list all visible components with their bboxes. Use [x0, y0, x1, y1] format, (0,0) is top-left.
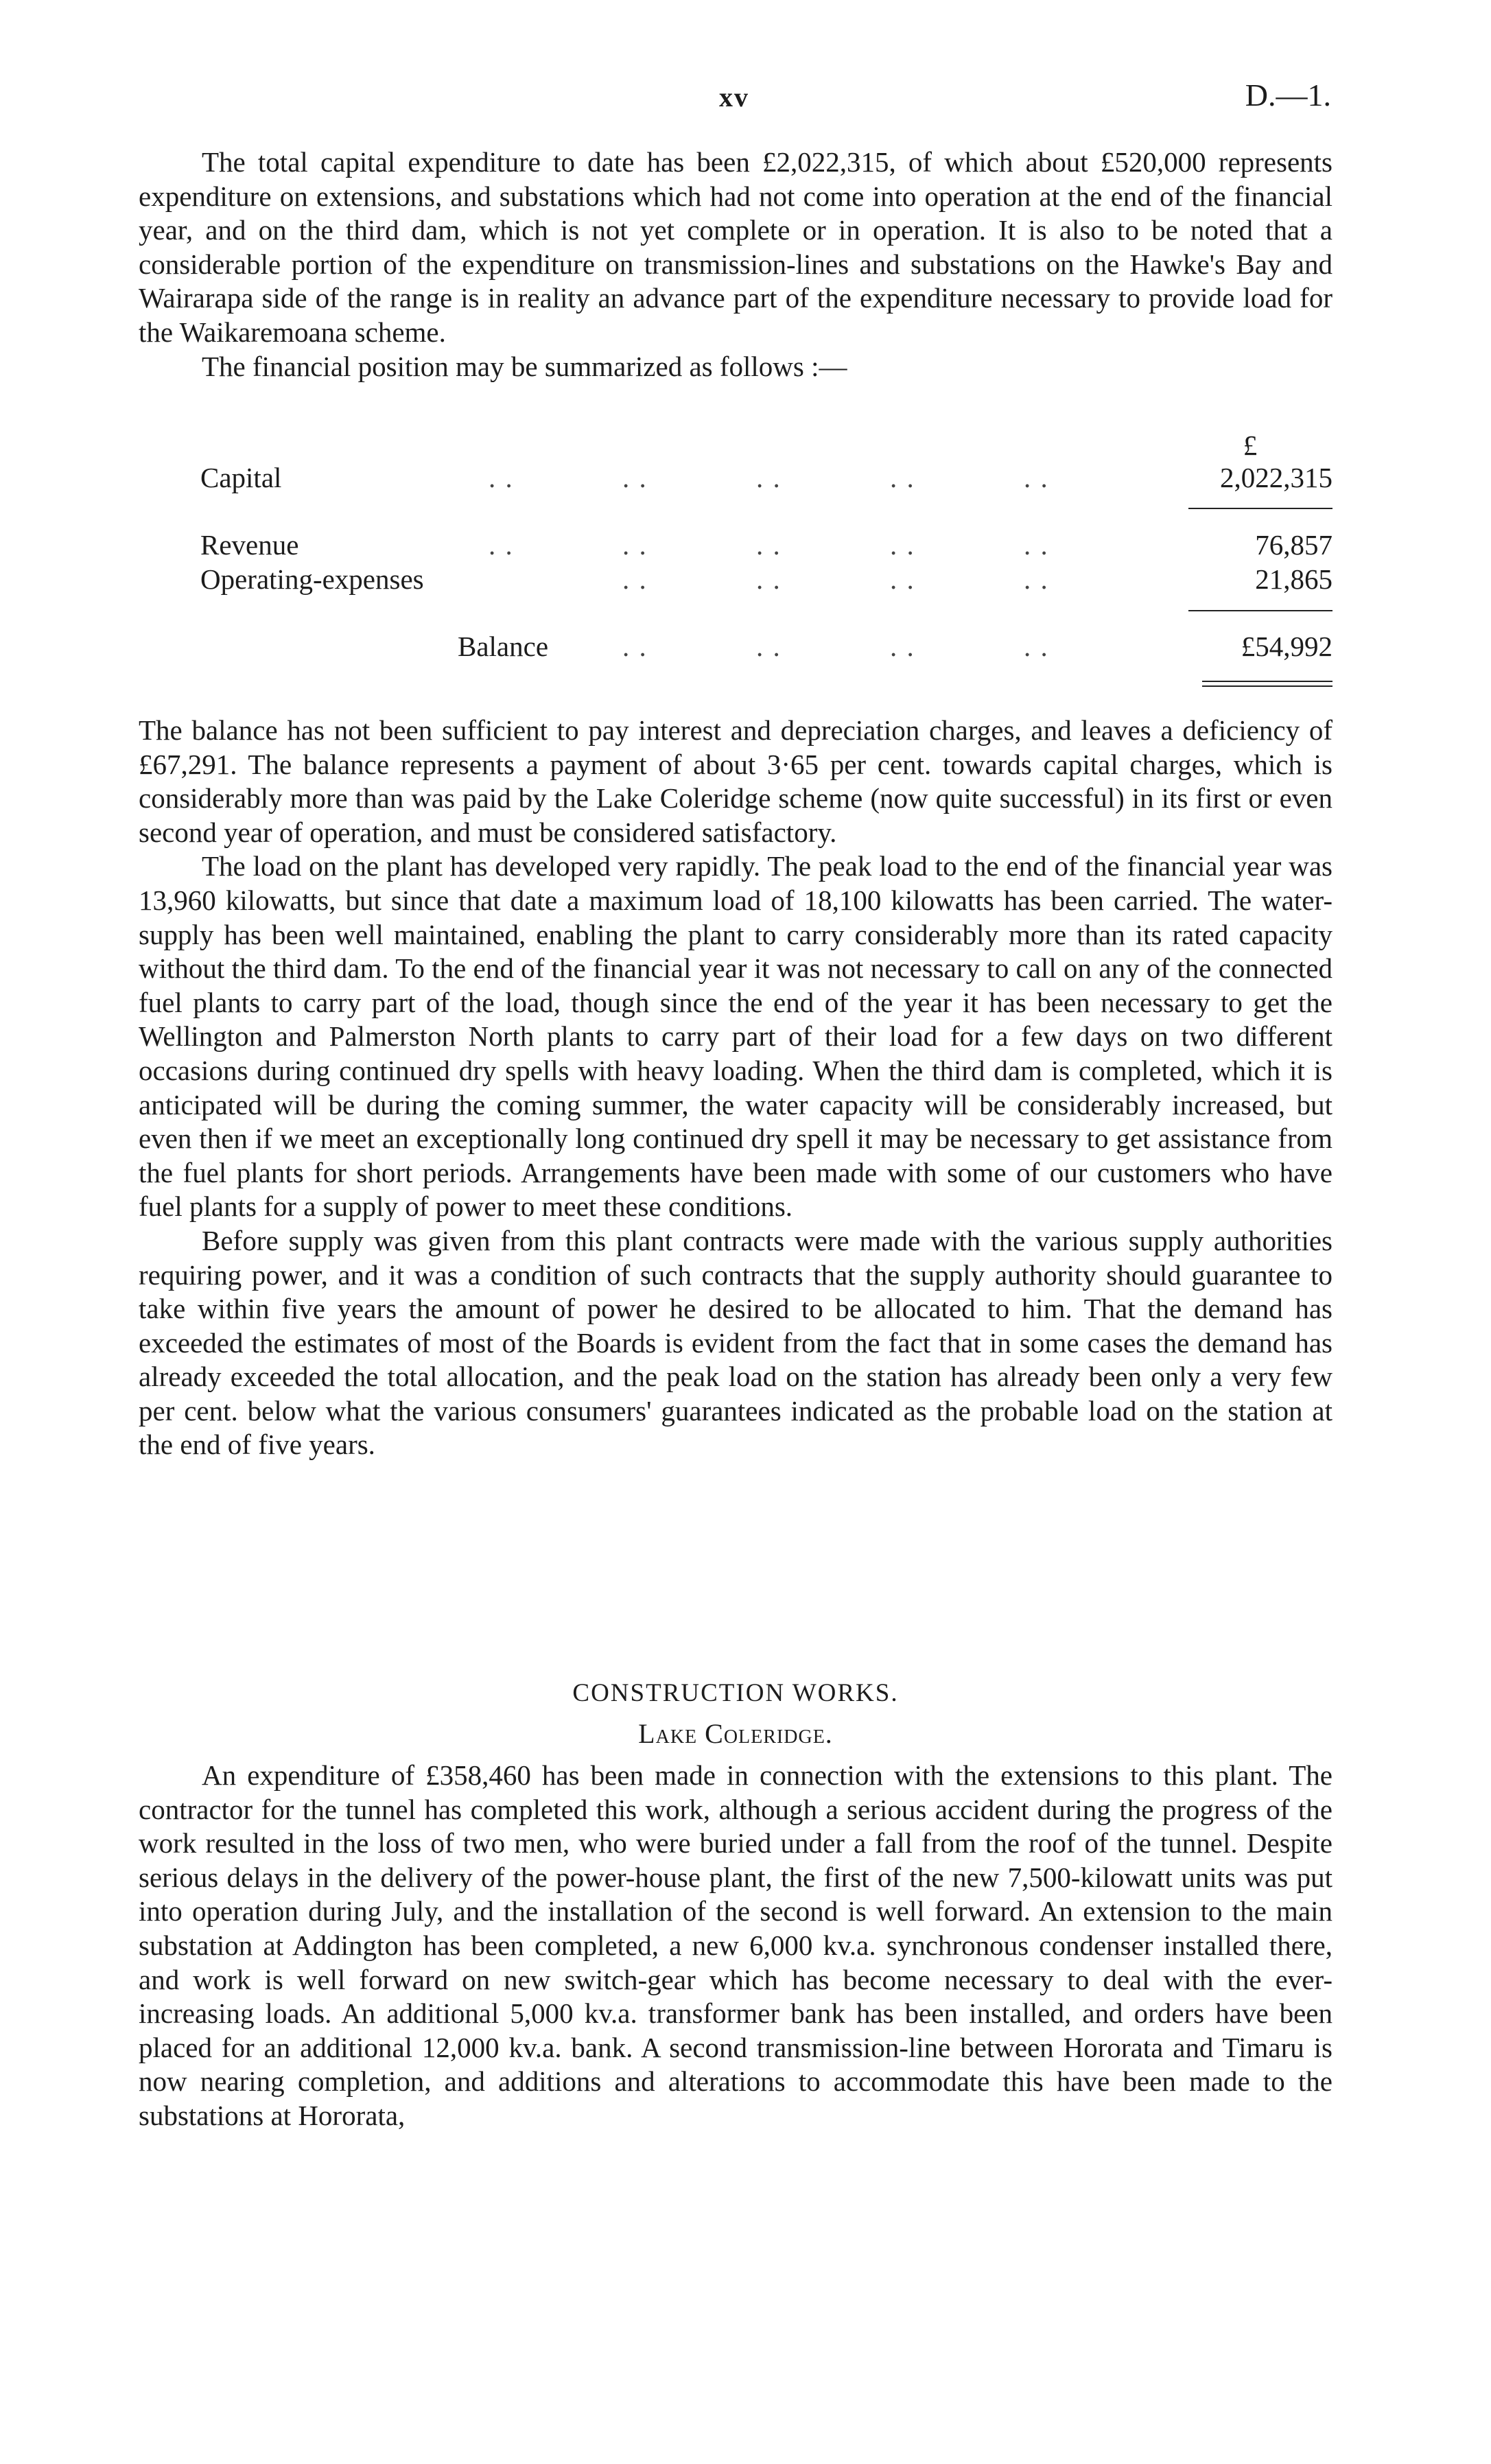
- leader-dots: . . . . . . . . . .: [489, 462, 1049, 493]
- summary-label: Revenue: [200, 529, 299, 561]
- paragraph-load: The load on the plant has developed very rapidly. The peak load to the end of the financial year was 13,960 kilowatts, but since that date a maximum load of 18,100 kilowatts has been carried. The water-supply has been well maintained, enabling the plant to carry considerably more than its rated capacity without the third dam. To the end of the financial year it was not necessary to call on any of the connected fuel plants to carry part of the load, though since the end of the year it has been necessary to get the Wellington and Palmerston North plants to carry part of their load for a few days on two different occasions during continued dry spells with heavy loading. When the third dam is completed, which it is anticipated will be during the coming summer, the water capacity will be considerably increased, but even then if we meet an exceptionally long continued dry spell it may be necessary to get assistance from the fuel plants for short periods. Arrangements have been made with some of our customers who have fuel plants for a supply of power to meet these conditions.: [139, 850, 1332, 1223]
- paragraph-supply-contracts: Before supply was given from this plant contracts were made with the various supply authorities requiring power, and it was a condition of such contracts that the supply authority should guarantee to take within five years the amount of power he desired to be allocated to him. That the demand has exceeded the estimates of most of the Boards is evident from the fact that in some cases the demand has already exceeded the total allocation, and the peak load on the station has already been only a very few per cent. below what the various consumers' guarantees indicated as the probable load on the station at the end of five years.: [139, 1224, 1332, 1461]
- summary-row-revenue: [139, 528, 1332, 563]
- page-number: xv: [719, 82, 749, 113]
- paragraph-balance: The balance has not been sufficient to pay interest and depreciation charges, and leaves a deficiency of £67,291. The balance represents a payment of about 3·65 per cent. towards capital charges, which is considerably more than was paid by the Lake Coleridge scheme (now quite successful) in its first or even second year of operation, and must be considered satisfactory.: [139, 714, 1332, 848]
- body-text: [139, 714, 1332, 1462]
- leader-dots: . . . . . . . .: [622, 631, 1049, 662]
- paragraph-summary-intro: The financial position may be summarized as follows :—: [202, 350, 847, 382]
- lake-coleridge-text: [139, 1759, 1332, 2133]
- rule-line: [1188, 610, 1332, 611]
- paragraph-capital-expenditure: The total capital expenditure to date has been £2,022,315, of which about £520,000 represents expenditure on extensions, and substations which had not come into operation at the end of the financial year, and on the third dam, which is not yet complete or in operation. It is also to be noted that a considerable portion of the expenditure on transmission-lines and substations on the Hawke's Bay and Wairarapa side of the range is in reality an advance part of the expenditure necessary to provide load for the Waikaremoana scheme.: [139, 146, 1332, 348]
- summary-row-operating-expenses: [139, 563, 1332, 597]
- summary-label: Balance: [458, 631, 549, 662]
- intro-text: [139, 145, 1332, 384]
- summary-value: £54,992: [1241, 631, 1332, 662]
- subsection-heading: Lake Coleridge.: [638, 1718, 833, 1749]
- financial-summary-table: [139, 429, 1332, 717]
- summary-value: 2,022,315: [1220, 462, 1332, 493]
- rule-line: [1188, 508, 1332, 509]
- summary-label: Capital: [200, 462, 282, 493]
- summary-value: 21,865: [1255, 563, 1332, 595]
- summary-row-capital: [139, 461, 1332, 495]
- summary-label: Operating-expenses: [200, 563, 424, 595]
- leader-dots: . . . . . . . .: [622, 563, 1049, 595]
- currency-symbol: £: [1243, 430, 1258, 461]
- document-code: D.—1.: [1245, 78, 1331, 113]
- summary-row-balance: [139, 630, 1332, 664]
- double-rule-top: [1202, 681, 1332, 682]
- section-heading: CONSTRUCTION WORKS.: [572, 1679, 899, 1707]
- double-rule-bottom: [1202, 685, 1332, 687]
- leader-dots: . . . . . . . . . .: [489, 529, 1049, 561]
- summary-value: 76,857: [1255, 529, 1332, 561]
- paragraph-lake-coleridge: An expenditure of £358,460 has been made in connection with the extensions to this plant. The contractor for the tunnel has completed this work, although a serious accident during the progress of the work resulted in the loss of two men, who were buried under a fall from the roof of the tunnel. Despite serious delays in the delivery of the power-house plant, the first of the new 7,500-kilowatt units was put into operation during July, and the installation of the second is well forward. An extension to the main substation at Addington has been completed, a new 6,000 kv.a. synchronous condenser installed there, and work is well forward on new switch-gear which has become necessary to deal with the ever-increasing loads. An additional 5,000 kv.a. transformer bank has been installed, and orders have been placed for an additional 12,000 kv.a. bank. A second transmission-line between Hororata and Timaru is now nearing completion, and additions and alterations to accommodate this have been made to the substations at Hororata,: [139, 1759, 1332, 2131]
